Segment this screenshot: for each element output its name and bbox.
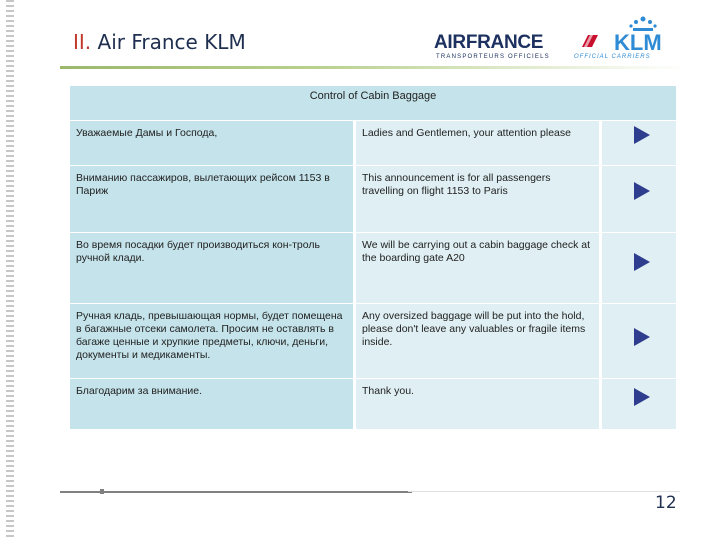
- play-icon[interactable]: [634, 328, 650, 346]
- play-cell: [602, 233, 676, 303]
- russian-text-cell: Уважаемые Дамы и Господа,: [70, 121, 356, 165]
- play-cell: [602, 166, 676, 232]
- english-text-cell: This announcement is for all passengers travelling on flight 1153 to Paris: [356, 166, 602, 232]
- decorative-left-border: [6, 0, 14, 540]
- play-icon[interactable]: [634, 182, 650, 200]
- table-row: [70, 165, 676, 232]
- footer-divider-faint: [408, 491, 680, 492]
- title-underline: [60, 66, 688, 69]
- english-text-cell: Thank you.: [356, 379, 602, 429]
- footer-divider-tick: [100, 489, 104, 494]
- table-row: [70, 303, 676, 378]
- english-text-cell: We will be carrying out a cabin baggage check at the boarding gate A20: [356, 233, 602, 303]
- table-row: [70, 378, 676, 429]
- play-cell: [602, 304, 676, 378]
- slide-title-text: Air France KLM: [97, 30, 246, 54]
- table-row: [70, 232, 676, 303]
- slide-title-number: II.: [73, 30, 92, 54]
- airfrance-klm-logo: [432, 16, 677, 62]
- page-number: 12: [655, 493, 677, 513]
- play-cell: [602, 121, 676, 165]
- russian-text-cell: Во время посадки будет производиться кон-троль ручной клади.: [70, 233, 356, 303]
- cabin-baggage-table: [70, 86, 676, 429]
- english-text-cell: Any oversized baggage will be put into the hold, please don't leave any valuables or fragile items inside.: [356, 304, 602, 378]
- klm-wordmark: KLM: [614, 30, 662, 55]
- airfrance-tagline: TRANSPORTEURS OFFICIELS: [436, 54, 550, 60]
- slide-title: [73, 30, 246, 54]
- table-header: Control of Cabin Baggage: [70, 86, 676, 120]
- russian-text-cell: Ручная кладь, превышающая нормы, будет помещена в багажные отсеки самолета. Просим не оставлять в багаже ценные и хрупкие предметы, ключи, деньги, документы и медикаменты.: [70, 304, 356, 378]
- airfrance-slash-icon: [582, 35, 598, 47]
- play-cell: [602, 379, 676, 429]
- russian-text-cell: Вниманию пассажиров, вылетающих рейсом 1153 в Париж: [70, 166, 356, 232]
- klm-tagline: OFFICIAL CARRIERS: [574, 54, 651, 60]
- table-row: [70, 120, 676, 165]
- airfrance-wordmark: AIRFRANCE: [434, 32, 544, 53]
- russian-text-cell: Благодарим за внимание.: [70, 379, 356, 429]
- footer-divider: [60, 491, 412, 493]
- play-icon[interactable]: [634, 253, 650, 271]
- play-icon[interactable]: [634, 126, 650, 144]
- play-icon[interactable]: [634, 388, 650, 406]
- english-text-cell: Ladies and Gentlemen, your attention please: [356, 121, 602, 165]
